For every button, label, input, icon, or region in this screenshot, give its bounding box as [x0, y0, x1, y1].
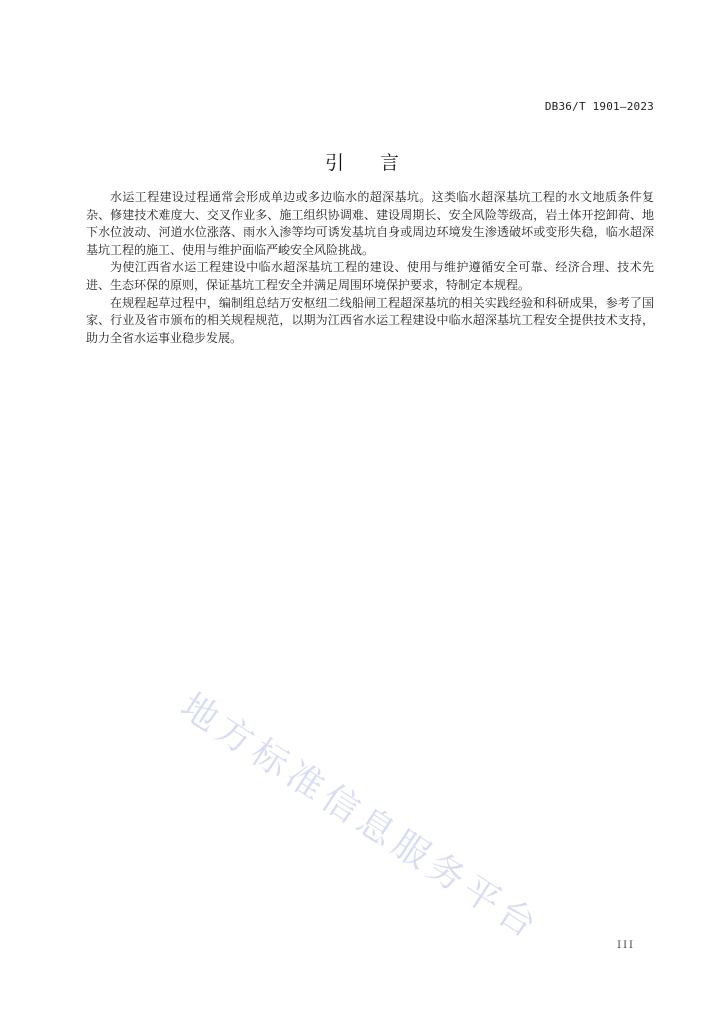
- watermark: 地方标准信息服务平台: [173, 685, 548, 949]
- body-text: [86, 189, 654, 347]
- paragraph-drafting: 在规程起草过程中，编制组总结万安枢纽二线船闸工程超深基坑的相关实践经验和科研成果，参考了国家、行业及省市颁布的相关规程规范，以期为江西省水运工程建设中临水超深基坑工程安全提供技术支持，助力全省水运事业稳步发展。: [86, 295, 654, 345]
- paragraph-purpose: 为使江西省水运工程建设中临水超深基坑工程的建设、使用与维护遵循安全可靠、经济合理、技术先进、生态环保的原则，保证基坑工程安全并满足周围环境保护要求，特制定本规程。: [86, 260, 654, 292]
- page-number: III: [617, 940, 635, 951]
- paragraph-background: 水运工程建设过程通常会形成单边或多边临水的超深基坑。这类临水超深基坑工程的水文地质条件复杂、修建技术难度大、交叉作业多、施工组织协调难、建设周期长、安全风险等级高，岩土体开挖卸荷、地下水位波动、河道水位涨落、雨水入渗等均可诱发基坑自身或周边环境发生渗透破坏或变形失稳，临水超深基坑工程的施工、使用与维护面临严峻安全风险挑战。: [86, 190, 654, 257]
- standard-code: DB36/T 1901—2023: [544, 100, 654, 113]
- section-title: 引言: [324, 152, 435, 174]
